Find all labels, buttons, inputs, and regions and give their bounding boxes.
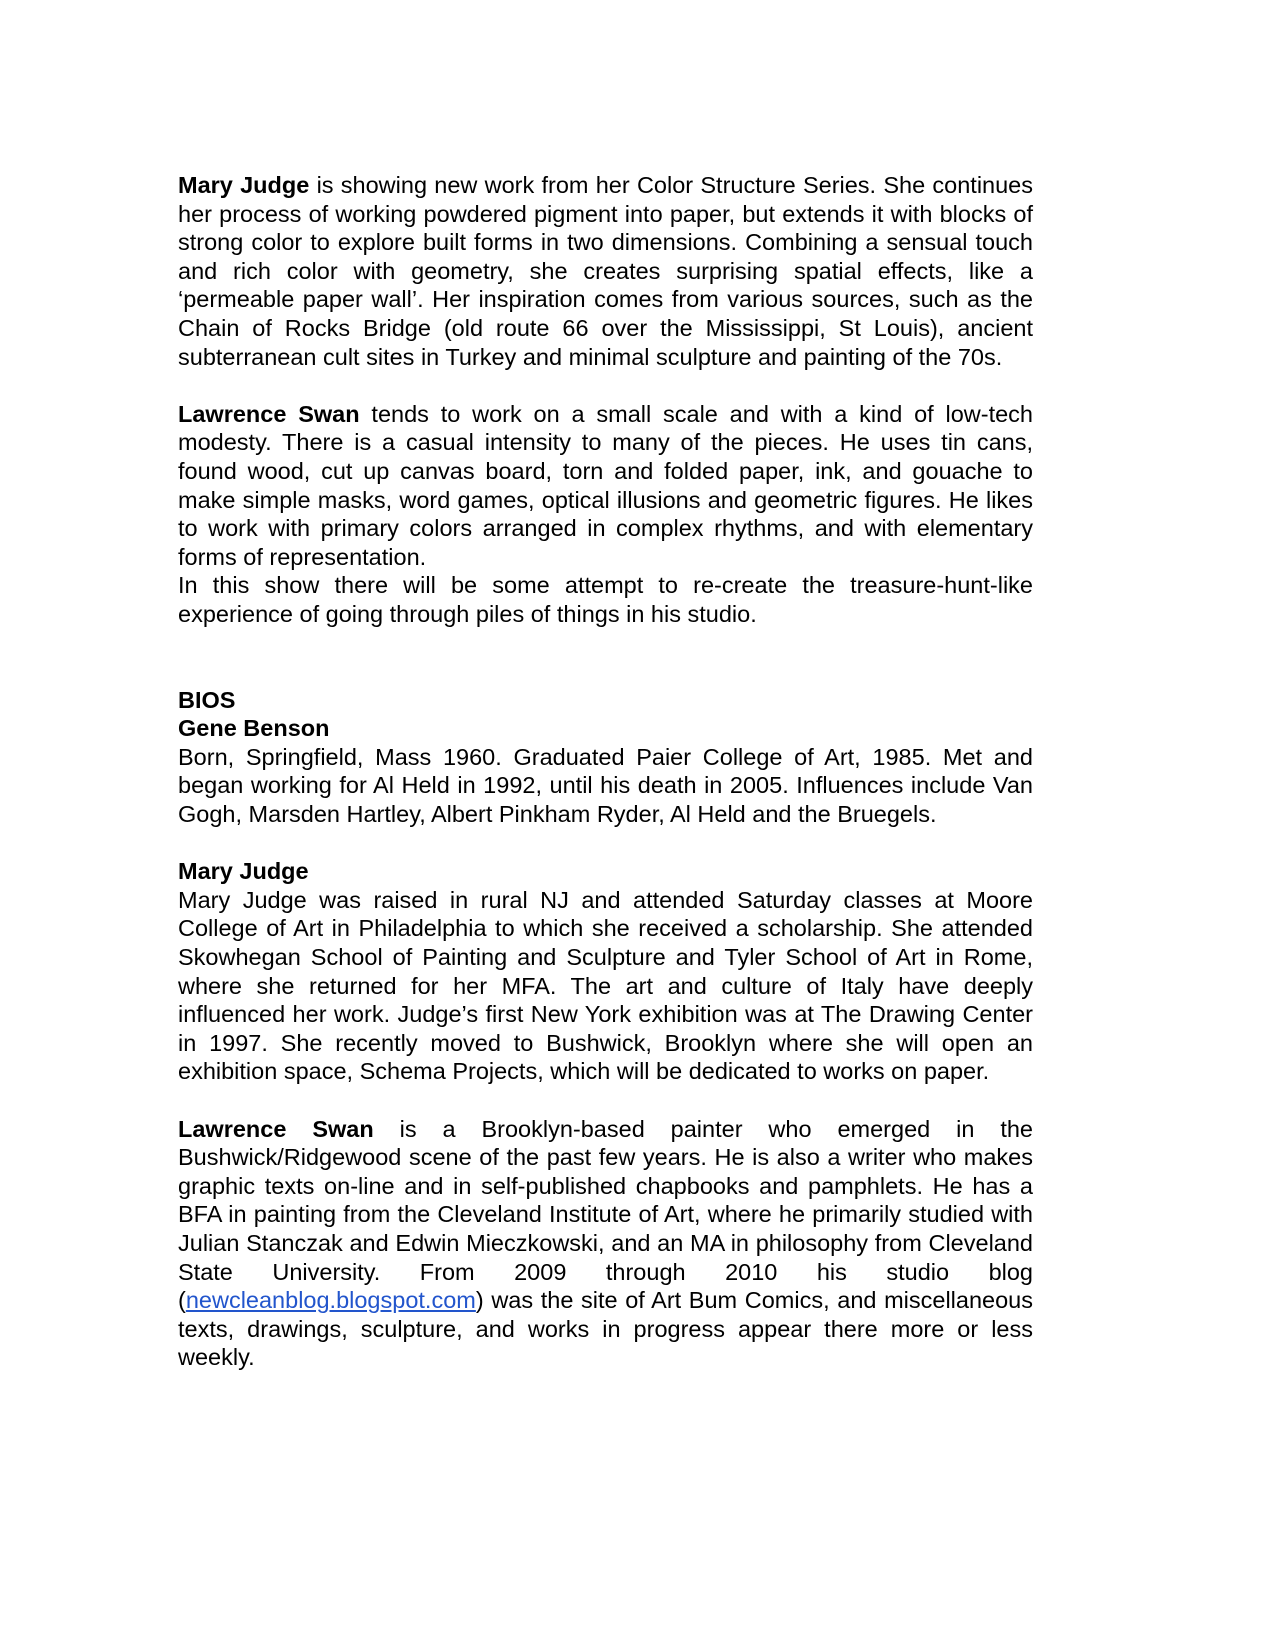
intro-mary-judge-text: is showing new work from her Color Structure Series. She continues her process of working powdered pigment into paper, but extends it with blocks of strong color to explore built forms in two dimensions. Combining a sensual touch and rich color with geometry, she creates surprising spatial effects, like a ‘permeable paper wall’. Her inspiration comes from various sources, such as the Chain of Rocks Bridge (old route 66 over the Mississippi, St Louis), ancient subterranean cult sites in Turkey and minimal sculpture and painting of the 70s.: [178, 172, 1034, 370]
intro-mary-judge-paragraph: [178, 171, 1033, 371]
bio-name-mary-judge: Mary Judge: [178, 858, 309, 885]
artist-name-lawrence-swan: Lawrence Swan: [178, 400, 360, 427]
intro-lawrence-swan-paragraph: [178, 400, 1033, 572]
bio-gene-benson-text: Born, Springfield, Mass 1960. Graduated Paier College of Art, 1985. Met and began working for Al Held in 1992, until his death in 2005. Influences include Van Gogh, Marsden Hartley, Albert Pinkham Ryder, Al Held and the Bruegels.: [178, 743, 1033, 828]
bio-lawrence-swan-text-after: ) was the site of Art Bum Comics, and miscellaneous texts, drawings, sculpture, and works in progress appear there more or less weekly.: [178, 1287, 1033, 1371]
paragraph-spacer: [178, 829, 1033, 858]
intro-lawrence-swan-show-paragraph: In this show there will be some attempt to re-create the treasure-hunt-like experience of going through piles of things in his studio.: [178, 572, 1033, 627]
paragraph-spacer: [178, 371, 1033, 400]
bio-lawrence-swan-text-before: is a Brooklyn-based painter who emerged in the Bushwick/Ridgewood scene of the past few years. He is also a writer who makes graphic texts on-line and in self-published chapbooks and pamphlets. He has a BFA in painting from the Cleveland Institute of Art, where he primarily studied with Julian Stanczak and Edwin Mieczkowski, and an MA in philosophy from Cleveland State University. From 2009 through 2010 his studio blog (: [178, 1115, 1033, 1314]
bios-heading: BIOS: [178, 686, 236, 713]
paragraph-spacer: [178, 1086, 1033, 1115]
bio-lawrence-swan-paragraph: [178, 1115, 1033, 1372]
bio-name-lawrence-swan: Lawrence Swan: [178, 1115, 374, 1142]
blog-link[interactable]: newcleanblog.blogspot.com: [185, 1287, 476, 1314]
intro-lawrence-swan-text: tends to work on a small scale and with a kind of low-tech modesty. There is a casual intensity to many of the pieces. He uses tin cans, found wood, cut up canvas board, torn and folded paper, ink, and gouache to make simple masks, word games, optical illusions and geometric figures. He likes to work with primary colors arranged in complex rhythms, and with elementary forms of representation.: [178, 400, 1033, 570]
artist-name-mary-judge: Mary Judge: [178, 172, 310, 198]
bio-name-gene-benson: Gene Benson: [178, 715, 330, 742]
section-spacer: [178, 629, 1033, 686]
document-page: [178, 171, 1033, 1372]
bio-mary-judge-text: Mary Judge was raised in rural NJ and attended Saturday classes at Moore College of Art in Philadelphia to which she received a scholarship. She attended Skowhegan School of Painting and Sculpture and Tyler School of Art in Rome, where she returned for her MFA. The art and culture of Italy have deeply influenced her work. Judge’s first New York exhibition was at The Drawing Center in 1997. She recently moved to Bushwick, Brooklyn where she will open an exhibition space, Schema Projects, which will be dedicated to works on paper.: [178, 886, 1033, 1085]
